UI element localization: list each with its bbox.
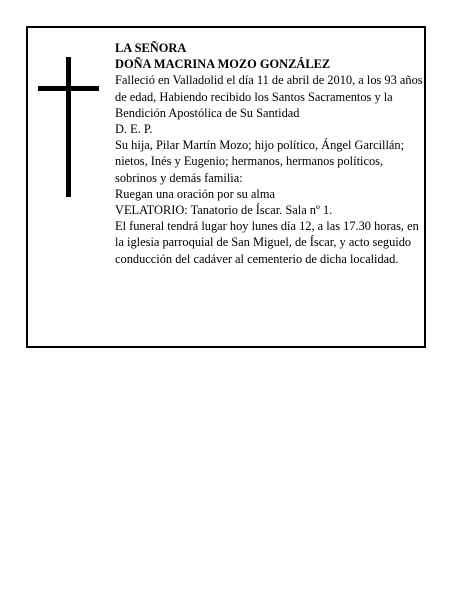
funeral-info: El funeral tendrá lugar hoy lunes día 12, a las 17.30 horas, en la iglesia parroquial de San Miguel, de Íscar, y acto seguido conducción del cadáver al cementerio de dicha localidad. (115, 219, 419, 266)
deceased-title: LA SEÑORA (115, 41, 187, 55)
death-announcement: Falleció en Valladolid el día 11 de abril de 2010, a los 93 años de edad, Habiendo recibido los Santos Sacramentos y la Bendición Apostólica de Su Santidad (115, 73, 423, 120)
family-list: Su hija, Pilar Martín Mozo; hijo político, Ángel Garcillán; nietos, Inés y Eugenio; hermanos, hermanos políticos, sobrinos y demás familia: (115, 138, 405, 185)
cross-vertical-bar (66, 57, 71, 197)
rest-in-peace: D. E. P. (115, 122, 153, 137)
cross-horizontal-bar (38, 86, 99, 91)
obituary-text (115, 40, 427, 267)
deceased-name: DOÑA MACRINA MOZO GONZÁLEZ (115, 57, 331, 72)
obituary-notice (26, 26, 426, 348)
wake-info: VELATORIO: Tanatorio de Íscar. Sala nº 1. (115, 203, 333, 218)
prayer-request: Ruegan una oración por su alma (115, 186, 275, 201)
